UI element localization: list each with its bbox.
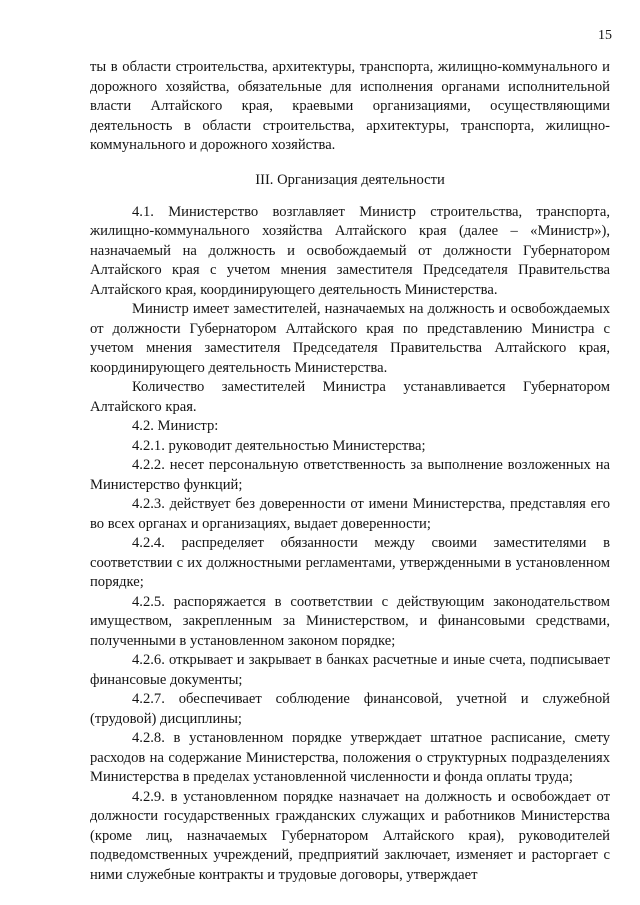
intro-paragraph: ты в области строительства, архитектуры, транспорта, жилищно-коммунального и дорожного хозяйства, обязательные для исполнения органами исполнительной власти Алтайского края, краевыми организациями, осуществляющими деятельность в области строительства, архитектуры, транспорта, жилищно-коммунального и дорожного хозяйства. [90, 59, 610, 153]
paragraph-4-2-2: 4.2.2. несет персональную ответственность за выполнение возложенных на Министерство функций; [90, 457, 610, 493]
document-body [90, 58, 610, 885]
paragraph-4-2-3: 4.2.3. действует без доверенности от имени Министерства, представляя его во всех органах и организациях, выдает доверенности; [90, 496, 610, 532]
paragraph-4-2-8: 4.2.8. в установленном порядке утверждает штатное расписание, смету расходов на содержание Министерства, положения о структурных подразделениях Министерства в пределах установленной численности и фонда оплаты труда; [90, 730, 610, 785]
paragraph-4-2-1: 4.2.1. руководит деятельностью Министерства; [132, 437, 426, 454]
paragraph-deputies-count: Количество заместителей Министра устанавливается Губернатором Алтайского края. [90, 379, 610, 415]
paragraph-4-2-9: 4.2.9. в установленном порядке назначает на должность и освобождает от должности государственных гражданских служащих и работников Министерства (кроме лиц, назначаемых Губернатором Алтайского края), руководителей подведомственных учреждений, предприятий заключает, изменяет и расторгает с ними служебные контракты и трудовые договоры, утверждает [90, 788, 610, 883]
paragraph-4-2: 4.2. Министр: [132, 418, 219, 434]
paragraph-4-1: 4.1. Министерство возглавляет Министр строительства, транспорта, жилищно-коммунального хозяйства Алтайского края (далее – «Министр»), назначаемый на должность и освобождаемый от должности Губернатором Алтайского края с учетом мнения заместителя Председателя Правительства Алтайского края, координирующего деятельность Министерства. [90, 203, 610, 298]
paragraph-4-2-5: 4.2.5. распоряжается в соответствии с действующим законодательством имуществом, закрепленным за Министерством, и финансовыми средствами, полученными в установленном законом порядке; [90, 593, 610, 649]
section-heading: III. Организация деятельности [255, 171, 445, 188]
page-number: 15 [598, 28, 612, 43]
paragraph-deputies: Министр имеет заместителей, назначаемых на должность и освобождаемых от должности Губернатором Алтайского края по представлению Министра с учетом мнения заместителя Председателя Правительства Алтайского края, координирующего деятельность Министерства. [90, 301, 610, 376]
paragraph-4-2-6: 4.2.6. открывает и закрывает в банках расчетные и иные счета, подписывает финансовые документы; [90, 652, 610, 688]
paragraph-4-2-4: 4.2.4. распределяет обязанности между своими заместителями в соответствии с их должностными регламентами, утвержденными в установленном порядке; [90, 535, 610, 590]
paragraph-4-2-7: 4.2.7. обеспечивает соблюдение финансовой, учетной и служебной (трудовой) дисциплины; [90, 691, 610, 727]
